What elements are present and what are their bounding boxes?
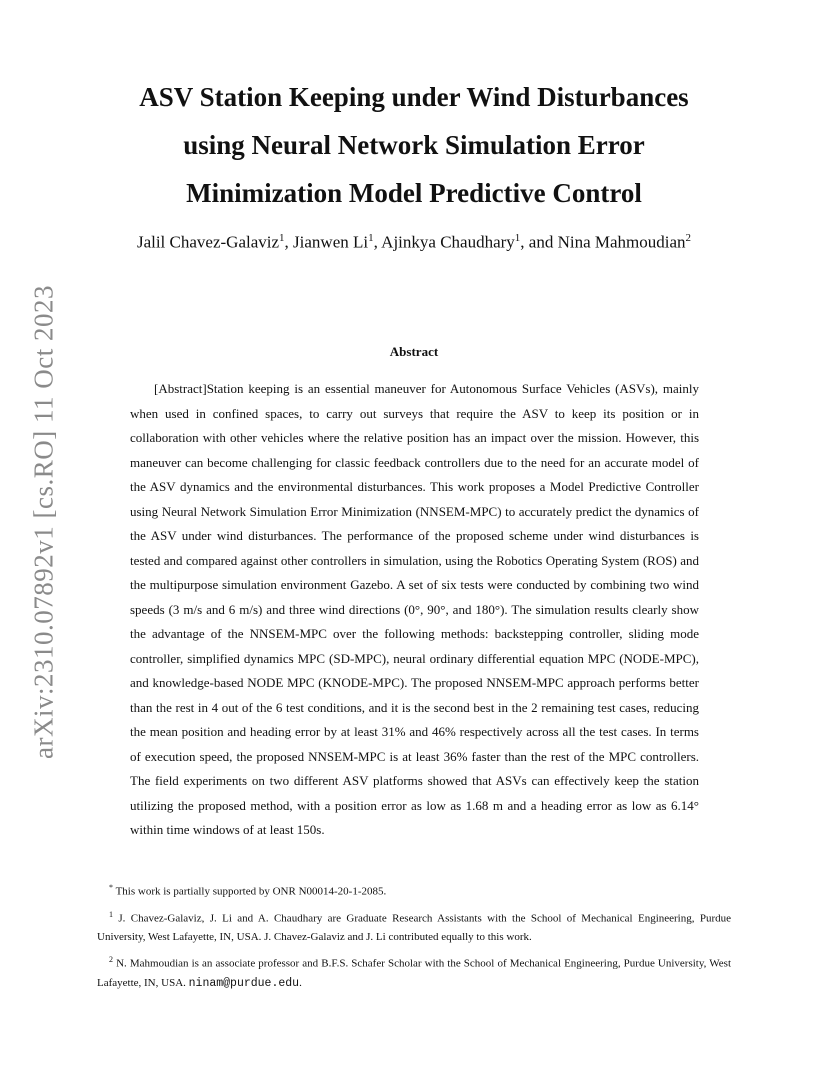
footnote-period: . (299, 976, 302, 989)
abstract-heading: Abstract (389, 344, 439, 359)
arxiv-identifier: arXiv:2310.07892v1 [cs.RO] 11 Oct 2023 (28, 285, 59, 759)
paper-title (0, 73, 828, 217)
author-separator: , and (520, 232, 558, 252)
author-separator: , (284, 232, 294, 252)
footnote-affiliation-1 (97, 905, 731, 948)
author-name: Jianwen Li (293, 232, 369, 252)
footnote-mark: 1 (109, 909, 113, 919)
footnote-text: J. Chavez-Galaviz, J. Li and A. Chaudhary are Graduate Research Assistants with the School of Mechanical Engineering, Purdue University, West Lafayette, IN, USA. J. Chavez-Galaviz and J. Li contributed equally to this work. (97, 912, 732, 944)
title-line-3: Minimization Model Predictive Control (186, 178, 642, 208)
author-affiliation-mark: 1 (514, 232, 521, 244)
author-separator: , (373, 232, 382, 252)
footnote-text: N. Mahmoudian is an associate professor and B.F.S. Schafer Scholar with the School of Mechanical Engineering, Purdue University, West Lafayette, IN, USA. (97, 957, 731, 989)
footnote-mark: 2 (109, 955, 113, 965)
footnote-text: This work is partially supported by ONR N00014-20-1-2085. (115, 885, 387, 898)
footnote-affiliation-2 (97, 950, 731, 993)
author-email-link[interactable]: ninam@purdue.edu (188, 976, 300, 990)
author-name: Nina Mahmoudian (557, 232, 686, 252)
author-affiliation-mark: 2 (685, 232, 692, 244)
title-line-2: using Neural Network Simulation Error (183, 130, 645, 160)
author-affiliation-mark: 1 (368, 232, 374, 244)
author-name: Ajinkya Chaudhary (381, 232, 515, 252)
footnote-funding (97, 878, 731, 902)
author-list (0, 232, 828, 253)
abstract-text: [Abstract]Station keeping is an essential maneuver for Autonomous Surface Vehicles (ASVs), mainly when used in confined spaces, to carry out surveys that require the ASV to keep its position or in collaboration with other vehicles where the relative position has an impact over the mission. However, this maneuver can become challenging for classic feedback controllers due to the need for an accurate model of the ASV dynamics and the environmental disturbances. This work proposes a Model Predictive Controller using Neural Network Simulation Error Minimization (NNSEM-MPC) to accurately predict the dynamics of the ASV under wind disturbances. The performance of the proposed scheme under wind disturbances is tested and compared against other controllers in simulation, using the Robotics Operating System (ROS) and the multipurpose simulation environment Gazebo. A set of six tests were conducted by combining two wind speeds (3 m/s and 6 m/s) and three wind directions (0°, 90°, and 180°). The simulation results clearly show the advantage of the NNSEM-MPC over the following methods: backstepping controller, sliding mode controller, simplified dynamics MPC (SD-MPC), neural ordinary differential equation MPC (NODE-MPC), and knowledge-based NODE MPC (KNODE-MPC). The proposed NNSEM-MPC approach performs better than the rest in 4 out of the 6 test conditions, and it is the second best in the 2 remaining test cases, reducing the mean position and heading error by at least 31% and 46% respectively across all the test cases. In terms of execution speed, the proposed NNSEM-MPC is at least 36% faster than the rest of the MPC controllers. The field experiments on two different ASV platforms showed that ASVs can effectively keep the station utilizing the proposed method, with a position error as low as 1.68 m and a heading error as low as 6.14° within time windows of at least 150s. (130, 381, 699, 837)
author-affiliation-mark: 1 (279, 232, 285, 244)
footnote-mark: * (109, 883, 113, 892)
footnotes (97, 878, 731, 996)
title-line-1: ASV Station Keeping under Wind Disturbances (139, 82, 689, 112)
author-name: Jalil Chavez-Galaviz (136, 232, 280, 252)
